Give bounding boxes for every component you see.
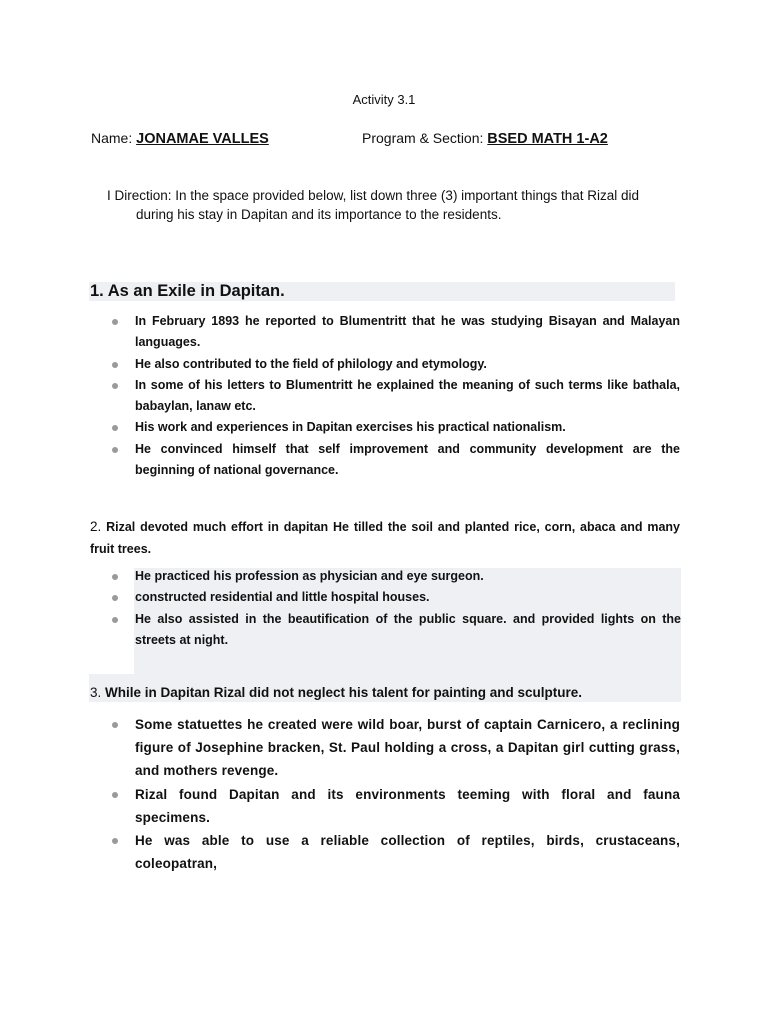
direction-text xyxy=(107,186,667,224)
bullet-icon xyxy=(112,722,118,728)
list-item xyxy=(89,311,680,354)
list-item xyxy=(89,713,680,783)
section-2-text: Rizal devoted much effort in dapitan He tilled the soil and planted rice, corn, abaca and many fruit trees. xyxy=(90,520,680,556)
name-field xyxy=(91,130,269,147)
highlight-gap xyxy=(89,648,134,674)
program-value: BSED MATH 1-A2 xyxy=(487,131,608,147)
list-item-text: In some of his letters to Blumentritt he explained the meaning of such terms like bathala, babaylan, lanaw etc. xyxy=(135,377,680,414)
list-item-text: Rizal found Dapitan and its environments teeming with floral and fauna specimens. xyxy=(135,786,680,825)
bullet-icon xyxy=(112,574,118,580)
bullet-icon xyxy=(112,447,118,453)
program-label: Program & Section: xyxy=(362,130,484,146)
name-label: Name: xyxy=(91,130,133,146)
bullet-icon xyxy=(112,595,118,601)
list-item-text: He also assisted in the beautification of the public square. and provided lights on the streets at night. xyxy=(135,611,681,647)
section-2-intro xyxy=(90,516,680,560)
list-item xyxy=(89,354,680,375)
bullet-icon xyxy=(112,617,118,623)
bullet-icon xyxy=(112,792,118,798)
program-field xyxy=(362,130,608,147)
list-item xyxy=(89,609,681,652)
list-item xyxy=(89,439,680,482)
list-item xyxy=(89,566,681,587)
direction-line-2: during his stay in Dapitan and its importance to the residents. xyxy=(136,207,502,222)
direction-line-1: I Direction: In the space provided below, list down three (3) important things that Rizal did xyxy=(107,188,640,203)
list-item-text: His work and experiences in Dapitan exercises his practical nationalism. xyxy=(135,420,566,435)
bullet-icon xyxy=(112,425,118,431)
section-3-intro xyxy=(90,685,582,700)
list-item-text: He was able to use a reliable collection of reptiles, birds, crustaceans, coleopatran, xyxy=(135,833,680,872)
list-item xyxy=(89,587,681,608)
name-value: JONAMAE VALLES xyxy=(136,131,269,147)
list-item xyxy=(89,783,680,829)
section-3-text: While in Dapitan Rizal did not neglect his talent for painting and sculpture. xyxy=(105,685,583,700)
list-item xyxy=(89,417,680,438)
bullet-icon xyxy=(112,383,118,389)
bullet-icon xyxy=(112,362,118,368)
list-item xyxy=(89,829,680,875)
list-item xyxy=(89,375,680,418)
list-item-text: Some statuettes he created were wild boar, burst of captain Carnicero, a reclining figure of Josephine bracken, St. Paul holding a cross, a Dapitan girl cutting grass, and mothers revenge. xyxy=(135,717,680,779)
list-item-text: He also contributed to the field of philology and etymology. xyxy=(135,356,487,371)
section-1-list xyxy=(89,311,680,481)
list-item-text: constructed residential and little hospital houses. xyxy=(135,590,430,605)
section-2-number: 2. xyxy=(90,519,102,534)
bullet-icon xyxy=(112,319,118,325)
bullet-icon xyxy=(112,838,118,844)
list-item-text: He practiced his profession as physician and eye surgeon. xyxy=(135,569,484,583)
section-2-list xyxy=(89,566,681,651)
section-3-list xyxy=(89,713,680,875)
section-3-number: 3. xyxy=(90,685,102,700)
section-1-title: 1. As an Exile in Dapitan. xyxy=(90,282,285,300)
activity-title: Activity 3.1 xyxy=(352,92,416,107)
list-item-text: In February 1893 he reported to Blumentritt that he was studying Bisayan and Malayan languages. xyxy=(135,314,680,350)
list-item-text: He convinced himself that self improvement and community development are the beginning of national governance. xyxy=(135,441,680,478)
